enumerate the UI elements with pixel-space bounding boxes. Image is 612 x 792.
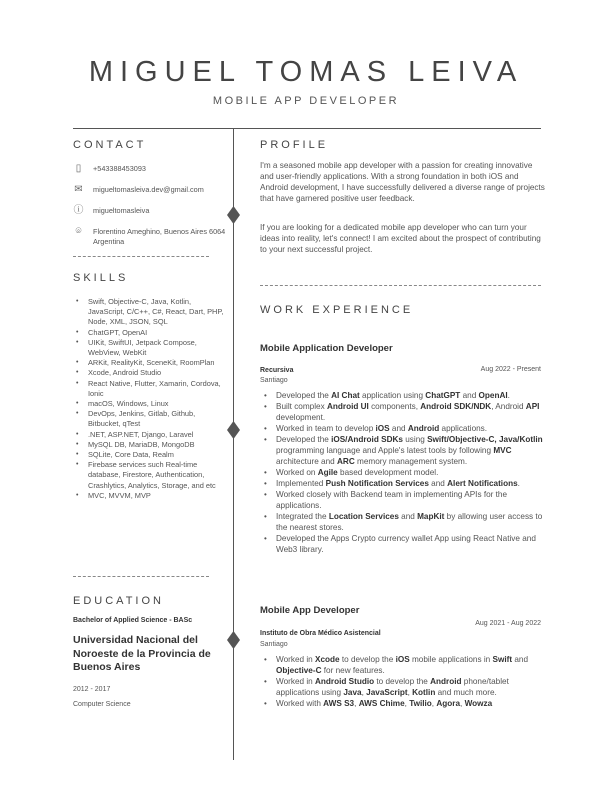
job-bullet	[264, 390, 544, 401]
job-location: Santiago	[260, 641, 288, 648]
bullet-text: Worked closely with Backend team in implementing APIs for the applications.	[276, 490, 508, 510]
company: Instituto de Obra Médico Asistencial	[260, 630, 381, 637]
bullet-text: phone/tablet applications using	[276, 677, 509, 697]
job-title: Mobile App Developer	[260, 605, 360, 616]
highlight-text: Agile	[317, 468, 338, 477]
skill-item: • ARKit, RealityKit, SceneKit, RoomPlan	[76, 358, 226, 368]
highlight-text: iOS/Android SDKs	[331, 435, 403, 444]
diamond-ornament	[227, 631, 240, 649]
bullet-text: .	[517, 479, 520, 488]
job-bullet	[264, 654, 544, 676]
profile-paragraph: If you are looking for a dedicated mobile app developer who can turn your ideas into reality, let's connect! I am excited about the prospect of contributing to your next successful project.	[260, 223, 541, 254]
skill-item: • UIKit, SwiftUI, Jetpack Compose, WebView, WebKit	[76, 338, 226, 358]
job-bullet	[264, 478, 544, 489]
job-dates: Aug 2021 - Aug 2022	[475, 620, 541, 627]
skill-item: • SQLite, Core Data, Realm	[76, 450, 226, 460]
highlight-text: Objective-C	[276, 666, 322, 675]
highlight-text: Wowza	[464, 699, 493, 708]
highlight-text: Android SDK/NDK	[420, 402, 492, 411]
highlight-text: Xcode	[314, 655, 340, 664]
job-bullets	[264, 390, 544, 555]
skill-item: • React Native, Flutter, Xamarin, Cordova, Ionic	[76, 379, 226, 399]
bullet-text: Worked in team to develop	[276, 424, 376, 433]
bullet-text: Developed the	[276, 391, 332, 400]
company: Recursiva	[260, 367, 294, 374]
candidate-name: MIGUEL TOMAS LEIVA	[88, 56, 524, 88]
field-of-study: Computer Science	[73, 701, 131, 708]
highlight-text: iOS	[375, 424, 390, 433]
job-bullet	[264, 676, 544, 698]
bullet-text: and	[398, 512, 418, 521]
highlight-text: Android UI	[326, 402, 369, 411]
bullet-text: Worked with	[276, 699, 324, 708]
skills-list	[76, 297, 226, 501]
highlight-text: ARC	[337, 457, 355, 466]
bullet-text: development.	[276, 413, 326, 422]
skills-heading: SKILLS	[73, 272, 129, 284]
job-bullet	[264, 533, 544, 555]
skill-item: • macOS, Windows, Linux	[76, 399, 226, 409]
bullet-text: Integrated the	[276, 512, 329, 521]
highlight-text: Android Studio	[314, 677, 375, 686]
bullet-text: programming language and Apple's latest tools by following	[276, 446, 494, 455]
job-bullet	[264, 698, 544, 709]
bullet-text: .	[507, 391, 510, 400]
highlight-text: MapKit	[417, 512, 445, 521]
job-bullet	[264, 423, 544, 434]
address: Florentino Ameghino, Buenos Aires 6064 Argentina	[93, 227, 226, 246]
highlight-text: AWS Chime	[358, 699, 405, 708]
phone: +543388453093	[93, 164, 146, 173]
profile-paragraph: I'm a seasoned mobile app developer with a passion for creating innovative and user-friendly applications. With a strong foundation in both iOS and Android development, I have successfully delivered a diverse range of projects that have garnered positive user feedback.	[260, 161, 545, 203]
skill-item: • Swift, Objective-C, Java, Kotlin, JavaScript, C/C++, C#, React, Dart, PHP, Node, XML, JSON, SQL	[76, 297, 226, 328]
bullet-text: components,	[368, 402, 421, 411]
phone-icon: ▯	[75, 163, 82, 174]
skill-item: • Firebase services such Real-time database, Firestore, Authentication, Crashlytics, Analytics, Storage, and etc	[76, 460, 226, 491]
mail-icon: ✉	[74, 184, 83, 195]
bullet-text: , Android	[491, 402, 526, 411]
bullet-text: for new features.	[321, 666, 385, 675]
bullet-text: and	[428, 479, 448, 488]
divider	[73, 576, 209, 577]
bullet-text: Implemented	[276, 479, 326, 488]
bullet-text: and much more.	[435, 688, 497, 697]
bullet-text: ,	[404, 699, 410, 708]
bullet-text: applications.	[439, 424, 488, 433]
job-bullet	[264, 401, 544, 423]
bullet-text: Developed the Apps Crypto currency wallet App using React Native and Web3 library.	[276, 534, 536, 554]
highlight-text: AWS S3	[323, 699, 355, 708]
school: Universidad Nacional del Noroeste de la Provincia de Buenos Aires	[73, 634, 211, 673]
email[interactable]: migueltomasleiva.dev@gmail.com	[93, 185, 204, 194]
bullet-text: architecture and	[276, 457, 337, 466]
skill-item: • ChatGPT, OpenAI	[76, 328, 226, 338]
bullet-text: ,	[407, 688, 413, 697]
job-location: Santiago	[260, 377, 288, 384]
bullet-text: by allowing user access to the nearest stores.	[276, 512, 543, 532]
job-bullets	[264, 654, 544, 709]
work-heading: WORK EXPERIENCE	[260, 304, 414, 316]
highlight-text: API	[525, 402, 540, 411]
divider	[73, 256, 209, 257]
highlight-text: Android	[430, 677, 462, 686]
candidate-title: MOBILE APP DEVELOPER	[212, 95, 400, 107]
highlight-text: MVC	[493, 446, 512, 455]
bullet-text: memory management system.	[354, 457, 468, 466]
highlight-text: Push Notification Services	[325, 479, 429, 488]
job-dates: Aug 2022 - Present	[480, 366, 541, 373]
highlight-text: Kotlin	[412, 688, 436, 697]
bullet-text: Worked in	[276, 655, 315, 664]
skill-item: • .NET, ASP.NET, Django, Laravel	[76, 430, 226, 440]
highlight-text: Alert Notifications	[447, 479, 518, 488]
highlight-text: JavaScript	[366, 688, 408, 697]
bullet-text: Developed the	[276, 435, 332, 444]
bullet-text: ,	[361, 688, 367, 697]
highlight-text: Location Services	[328, 512, 399, 521]
bullet-text: Built complex	[276, 402, 327, 411]
job-bullet	[264, 489, 544, 511]
diamond-ornament	[227, 206, 240, 224]
bullet-text: application using	[359, 391, 426, 400]
highlight-text: OpenAI	[478, 391, 508, 400]
skill-item: • Xcode, Android Studio	[76, 368, 226, 378]
highlight-text: ChatGPT	[425, 391, 461, 400]
bullet-text: ,	[354, 699, 359, 708]
bullet-text: Worked in	[276, 677, 315, 686]
bullet-text: to develop the	[374, 677, 431, 686]
bullet-text: ,	[431, 699, 437, 708]
bullet-text: ,	[460, 699, 465, 708]
bullet-text: mobile applications in	[409, 655, 493, 664]
location-pin-icon: ⌾	[75, 226, 82, 237]
education-heading: EDUCATION	[73, 595, 164, 607]
divider	[260, 285, 541, 286]
job-title: Mobile Application Developer	[260, 343, 393, 354]
linkedin[interactable]: migueltomasleiva	[93, 206, 150, 215]
highlight-text: AI Chat	[331, 391, 360, 400]
bullet-text: Worked on	[276, 468, 318, 477]
job-bullet	[264, 467, 544, 478]
profile-heading: PROFILE	[260, 139, 329, 151]
bullet-text: to develop the	[339, 655, 396, 664]
highlight-text: Agora	[436, 699, 461, 708]
highlight-text: Java	[343, 688, 362, 697]
bullet-text: and	[512, 655, 529, 664]
bullet-text: and	[460, 391, 479, 400]
highlight-text: Swift/Objective-C, Java/Kotlin	[427, 435, 543, 444]
education-years: 2012 - 2017	[73, 686, 111, 693]
bullet-text: based development model.	[337, 468, 439, 477]
highlight-text: Twilio	[409, 699, 432, 708]
contact-heading: CONTACT	[73, 139, 147, 151]
highlight-text: Android	[407, 424, 440, 433]
linkedin-icon: ⓘ	[73, 205, 84, 216]
skill-item: • DevOps, Jenkins, Gitlab, Github, Bitbucket, qTest	[76, 409, 226, 429]
highlight-text: iOS	[395, 655, 410, 664]
diamond-ornament	[227, 421, 240, 439]
bullet-text: using	[402, 435, 428, 444]
skill-item: • MySQL DB, MariaDB, MongoDB	[76, 440, 226, 450]
divider	[73, 128, 541, 129]
job-bullet	[264, 434, 544, 467]
highlight-text: Swift	[492, 655, 513, 664]
degree: Bachelor of Applied Science - BASc	[73, 617, 193, 624]
job-bullet	[264, 511, 544, 533]
bullet-text: and	[389, 424, 408, 433]
skill-item: • MVC, MVVM, MVP	[76, 491, 226, 501]
